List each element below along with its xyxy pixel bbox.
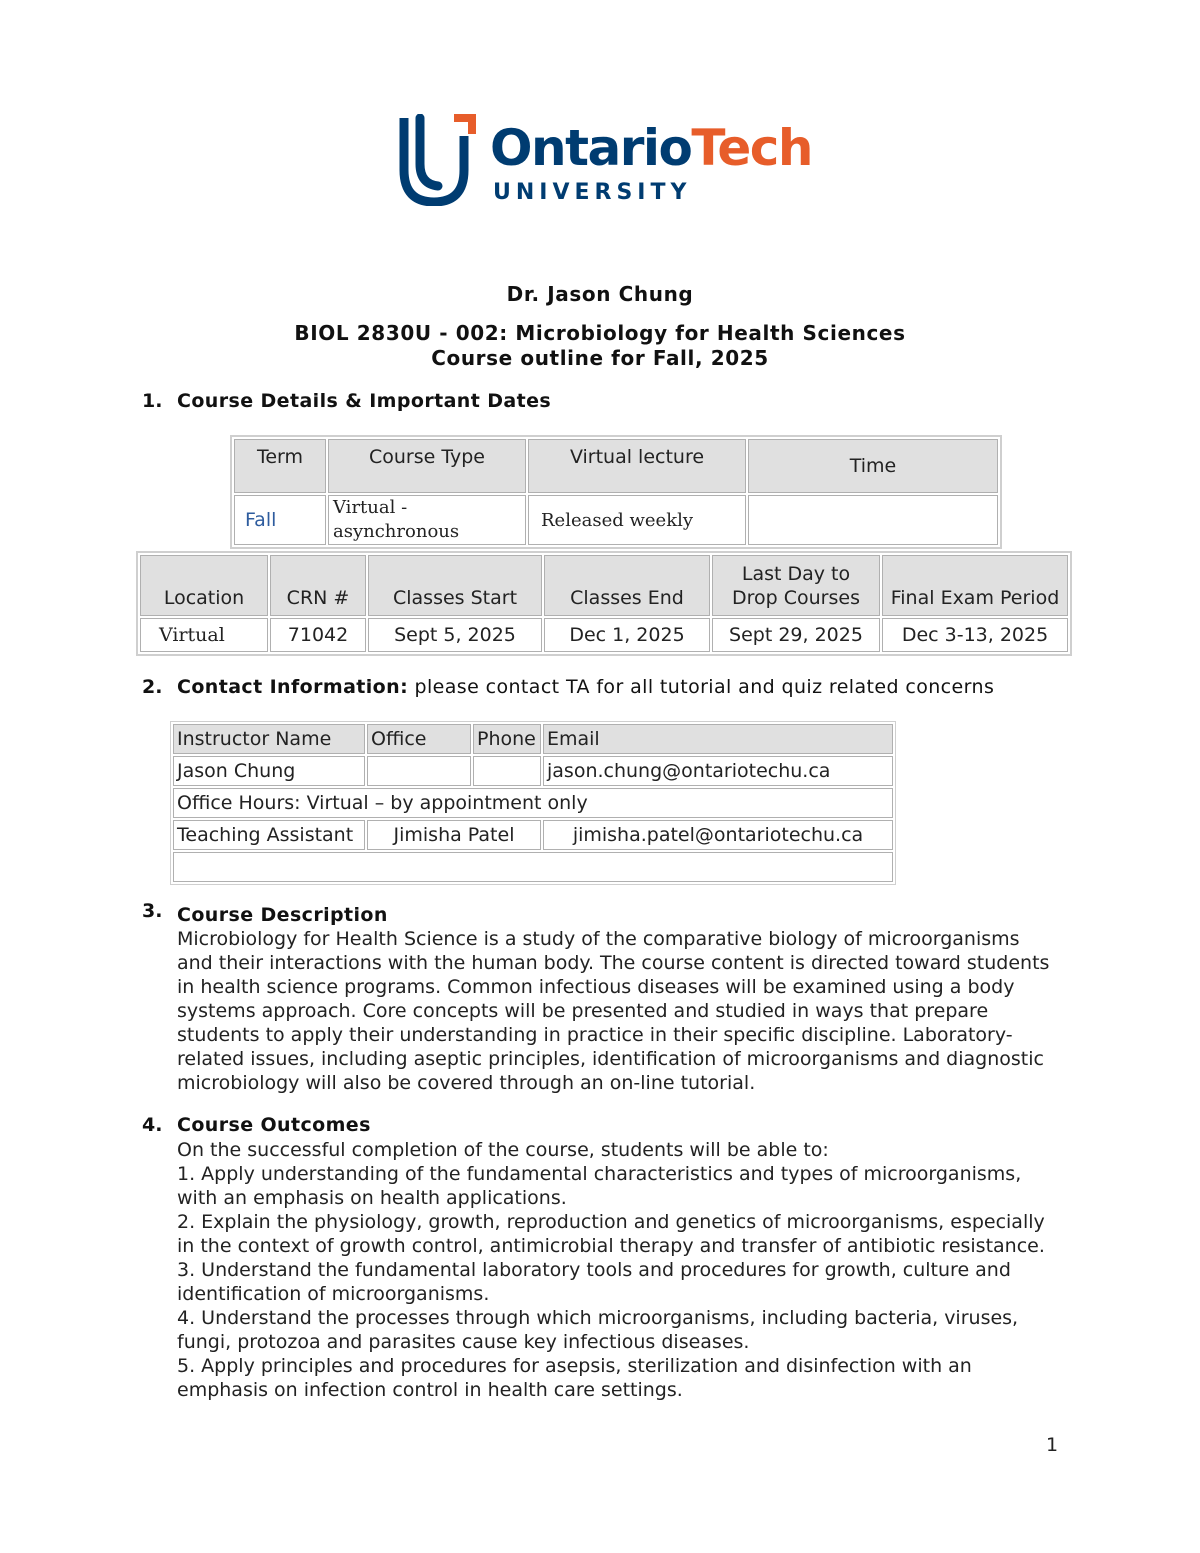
list-item: 5. Apply principles and procedures for asepsis, sterilization and disinfection with an emphasis on infection control in health care settings. xyxy=(177,1355,972,1401)
classes-start-value: Sept 5, 2025 xyxy=(368,618,542,652)
section-4-title: Course Outcomes xyxy=(177,1114,371,1136)
course-title: BIOL 2830U - 002: Microbiology for Health Sciences xyxy=(294,321,906,345)
section-4-number: 4. xyxy=(142,1114,163,1136)
logo-wordmark: OntarioTech xyxy=(490,119,813,177)
table-header: CRN # xyxy=(270,555,366,616)
section-2-title: Contact Information: please contact TA for all tutorial and quiz related concerns xyxy=(177,676,995,698)
section-1-number: 1. xyxy=(142,390,163,412)
classes-end-value: Dec 1, 2025 xyxy=(544,618,710,652)
location-value: Virtual xyxy=(140,618,268,652)
table-header: Office xyxy=(367,724,471,754)
table-header: Term xyxy=(234,439,326,493)
table-header: Final Exam Period xyxy=(882,555,1068,616)
time-value xyxy=(748,495,998,545)
outline-title: Course outline for Fall, 2025 xyxy=(431,346,769,370)
outcomes-intro: On the successful completion of the course, students will be able to: xyxy=(177,1139,829,1161)
list-item: 3. Understand the fundamental laboratory tools and procedures for growth, culture and identification of microorganisms. xyxy=(177,1259,1011,1305)
instructor-email-link[interactable]: jason.chung@ontariotechu.ca xyxy=(543,756,893,786)
table-header: Last Day to Drop Courses xyxy=(712,555,880,616)
table-header: Classes Start xyxy=(368,555,542,616)
course-details-table xyxy=(230,435,1002,549)
logo-university: UNIVERSITY xyxy=(493,180,692,205)
page-number: 1 xyxy=(1046,1434,1059,1456)
instructor-name: Dr. Jason Chung xyxy=(506,282,694,306)
list-item: 2. Explain the physiology, growth, reproduction and genetics of microorganisms, especially in the context of growth control, antimicrobial therapy and transfer of antibiotic resistance. xyxy=(177,1211,1045,1257)
course-type-value: Virtual - asynchronous xyxy=(328,495,526,545)
table-header: Location xyxy=(140,555,268,616)
section-2-number: 2. xyxy=(142,676,163,698)
phone-cell xyxy=(473,756,541,786)
contact-table xyxy=(170,721,896,885)
university-logo xyxy=(398,112,813,210)
instructor-name-cell: Jason Chung xyxy=(173,756,365,786)
empty-row xyxy=(173,852,893,882)
office-cell xyxy=(367,756,471,786)
ta-label-cell: Teaching Assistant xyxy=(173,820,365,850)
outcomes-list xyxy=(177,1138,1067,1402)
course-description: Microbiology for Health Science is a study of the comparative biology of microorganisms and their interactions with the human body. The course content is directed toward students in health science programs. Common infectious diseases will be examined using a body systems approach. Core concepts will be presented and studied in ways that prepare students to apply their understanding in practice in their specific discipline. Laboratory-related issues, including aseptic principles, identification of microorganisms and diagnostic microbiology will also be covered through an on-line tutorial. xyxy=(177,928,1050,1094)
section-3-title: Course Description xyxy=(177,904,388,926)
office-hours-cell: Office Hours: Virtual – by appointment only xyxy=(173,788,893,818)
table-header: Course Type xyxy=(328,439,526,493)
ta-email-link[interactable]: jimisha.patel@ontariotechu.ca xyxy=(543,820,893,850)
section-1-title: Course Details & Important Dates xyxy=(177,390,552,412)
table-header: Phone xyxy=(473,724,541,754)
table-header: Virtual lecture xyxy=(528,439,746,493)
important-dates-table xyxy=(136,551,1072,656)
term-value: Fall xyxy=(234,495,326,545)
table-header: Time xyxy=(748,439,998,493)
ta-name-cell: Jimisha Patel xyxy=(367,820,541,850)
section-3-number: 3. xyxy=(142,900,163,922)
list-item: 4. Understand the processes through which microorganisms, including bacteria, viruses, fungi, protozoa and parasites cause key infectious diseases. xyxy=(177,1307,1019,1353)
table-header: Instructor Name xyxy=(173,724,365,754)
list-item: 1. Apply understanding of the fundamental characteristics and types of microorganisms, with an emphasis on health applications. xyxy=(177,1163,1022,1209)
crn-value: 71042 xyxy=(270,618,366,652)
shield-logo-icon xyxy=(398,114,478,206)
virtual-lecture-value: Released weekly xyxy=(528,495,746,545)
last-drop-day-value: Sept 29, 2025 xyxy=(712,618,880,652)
final-exam-period-value: Dec 3-13, 2025 xyxy=(882,618,1068,652)
table-header: Classes End xyxy=(544,555,710,616)
table-header: Email xyxy=(543,724,893,754)
